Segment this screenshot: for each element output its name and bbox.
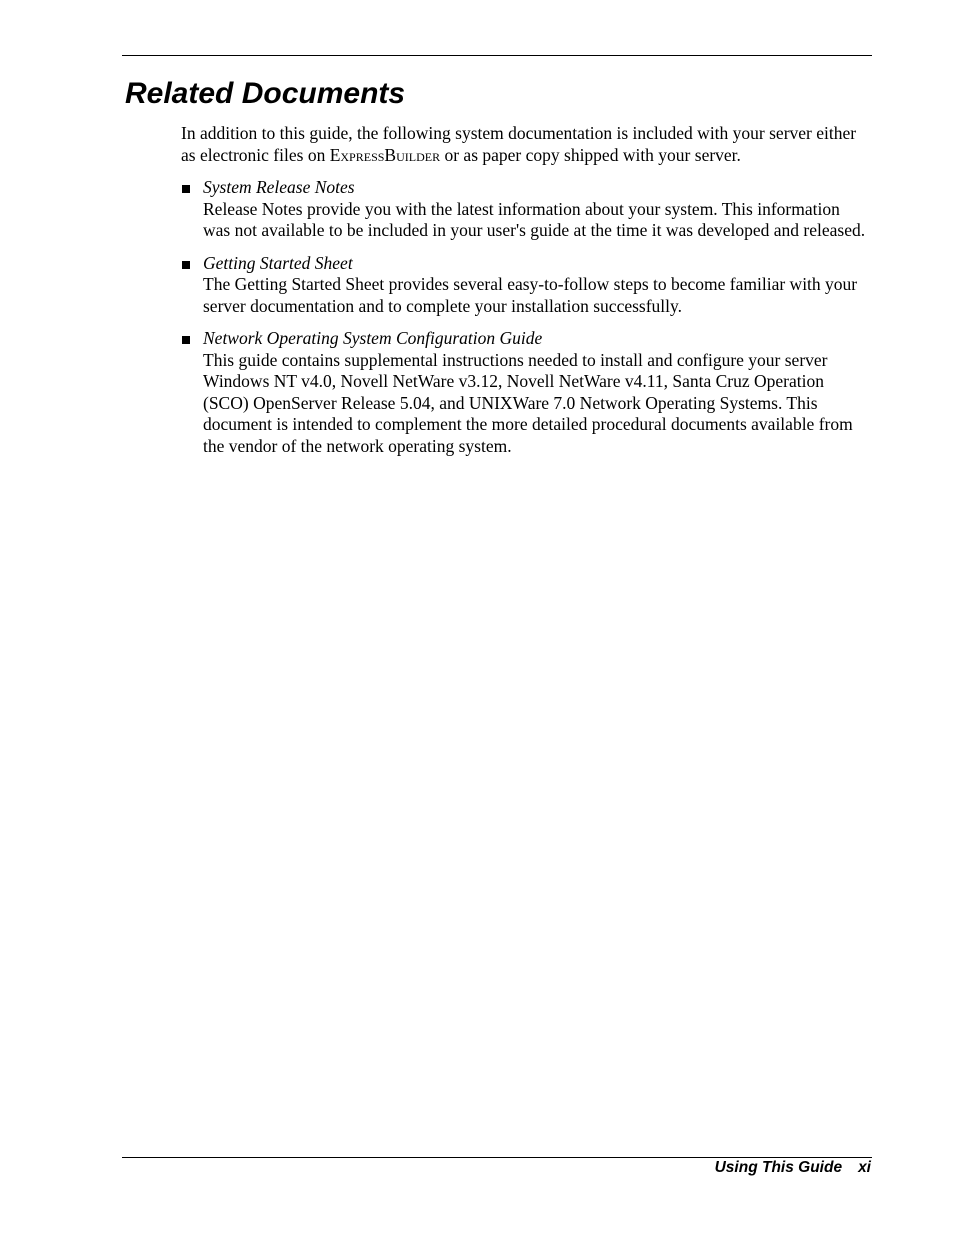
page-footer — [715, 1158, 871, 1178]
document-name: Network Operating System Configuration Guide — [203, 328, 543, 348]
intro-text-start: In addition to this guide, the following system documentation is included with your server either as electronic files on — [181, 123, 857, 165]
list-item — [181, 253, 871, 318]
document-name: Getting Started Sheet — [203, 252, 353, 273]
product-name: ExpressBuilder — [329, 144, 441, 165]
page-title: Related Documents — [125, 77, 406, 110]
list-item — [181, 328, 871, 457]
square-bullet-icon — [182, 261, 190, 269]
intro-text-end: or as paper copy shipped with your server. — [440, 144, 741, 165]
footer-section-title: Using This Guide — [714, 1159, 843, 1176]
list-item — [181, 177, 871, 242]
header-rule — [122, 55, 872, 56]
document-description: This guide contains supplemental instructions needed to install and configure your server Windows NT v4.0, Novell NetWare v3.12, Novell NetWare v4.11, Santa Cruz Operation (SCO) OpenServer Release 5.04, and UNIXWare 7.0 Network Operating Systems. This document is intended to complement the more detailed procedural documents available from the vendor of the network operating system. — [203, 349, 853, 456]
intro-paragraph — [181, 123, 871, 166]
square-bullet-icon — [182, 336, 190, 344]
related-documents-list — [181, 177, 871, 468]
page-number: xi — [858, 1159, 871, 1176]
square-bullet-icon — [182, 185, 190, 193]
document-description: The Getting Started Sheet provides several easy-to-follow steps to become familiar with your server documentation and to complete your installation successfully. — [203, 274, 858, 316]
document-description: Release Notes provide you with the latest information about your system. This information was not available to be included in your user's guide at the time it was developed and released. — [203, 198, 866, 240]
document-name: System Release Notes — [203, 177, 355, 197]
